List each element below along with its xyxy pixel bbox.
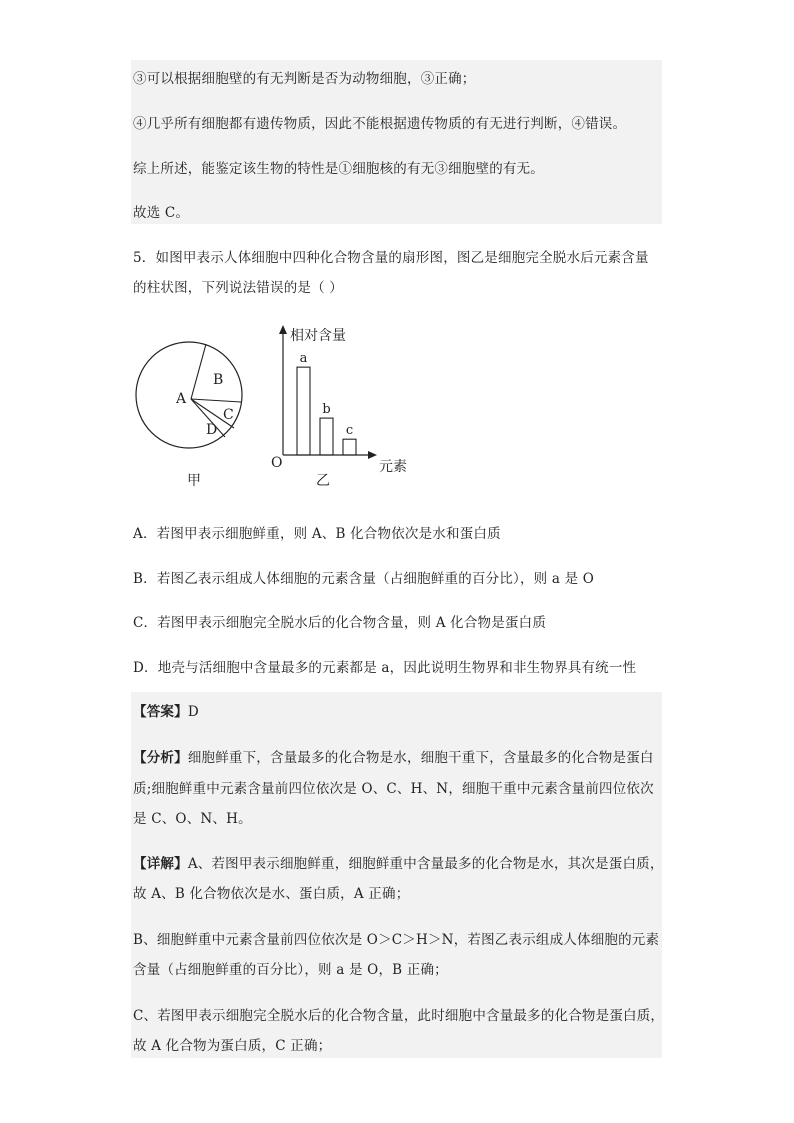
- pie-circle: [136, 342, 242, 448]
- analysis-line: 是 C、O、N、H。: [133, 811, 252, 827]
- bar-c: [343, 439, 356, 455]
- detail-line: [133, 852, 664, 872]
- detail-text: A、若图甲表示细胞鲜重，细胞鲜重中含量最多的化合物是水，其次是蛋白质，: [187, 856, 664, 872]
- bar-b: [320, 418, 333, 455]
- option-b: B．若图乙表示组成人体细胞的元素含量（占细胞鲜重的百分比），则 a 是 O: [133, 571, 595, 587]
- bar-chart: [271, 325, 407, 487]
- answer-line: [133, 700, 199, 720]
- solution-line: 综上所述，能鉴定该生物的特性是①细胞核的有无③细胞壁的有无。: [133, 161, 544, 177]
- answer-tag: 【答案】: [133, 704, 188, 720]
- x-axis-label: 元素: [379, 459, 407, 475]
- detail-tag: 【详解】: [133, 856, 188, 872]
- solution-line: 故选 C。: [133, 205, 190, 221]
- detail-line: 故 A 化合物为蛋白质，C 正确；: [133, 1038, 332, 1054]
- y-axis-arrow: [279, 325, 287, 334]
- analysis-line: [133, 746, 654, 766]
- analysis-line: 质;细胞鲜重中元素含量前四位依次是 O、C、H、N，细胞干重中元素含量前四位依次: [133, 781, 654, 797]
- option-c: C．若图甲表示细胞完全脱水后的化合物含量，则 A 化合物是蛋白质: [133, 615, 547, 631]
- x-axis-arrow: [368, 451, 377, 459]
- question-figure: [130, 322, 430, 487]
- pie-divider: [191, 399, 241, 402]
- detail-line: 含量（占细胞鲜重的百分比），则 a 是 O，B 正确；: [133, 962, 448, 978]
- question-stem: 5．如图甲表示人体细胞中四种化合物含量的扇形图，图乙是细胞完全脱水后元素含量: [133, 250, 649, 266]
- bar-chart-caption: 乙: [316, 473, 330, 487]
- pie-label-c: C: [223, 407, 234, 423]
- detail-line: 故 A、B 化合物依次是水、蛋白质，A 正确；: [133, 886, 410, 902]
- option-d: D．地壳与活细胞中含量最多的元素都是 a，因此说明生物界和非生物界具有统一性: [133, 660, 637, 676]
- bar-label-b: b: [322, 402, 331, 418]
- pie-label-d: D: [206, 422, 218, 438]
- answer-value: D: [187, 704, 199, 720]
- option-a: A．若图甲表示细胞鲜重，则 A、B 化合物依次是水和蛋白质: [133, 526, 501, 542]
- y-axis-label: 相对含量: [290, 328, 346, 344]
- bar-label-c: c: [345, 423, 354, 439]
- solution-line: ④几乎所有细胞都有遗传物质，因此不能根据遗传物质的有无进行判断，④错误。: [133, 116, 627, 132]
- pie-label-b: B: [213, 372, 224, 388]
- analysis-text: 细胞鲜重下，含量最多的化合物是水，细胞干重下，含量最多的化合物是蛋白: [187, 750, 654, 766]
- pie-caption: 甲: [187, 473, 201, 487]
- bar-a: [297, 367, 310, 455]
- analysis-tag: 【分析】: [133, 750, 188, 766]
- bar-label-a: a: [299, 351, 308, 367]
- pie-label-a: A: [176, 391, 187, 407]
- detail-line: B、细胞鲜重中元素含量前四位依次是 O＞C＞H＞N，若图乙表示组成人体细胞的元素: [133, 932, 660, 948]
- question-stem: 的柱状图，下列说法错误的是（ ）: [133, 280, 343, 296]
- solution-line: ③可以根据细胞壁的有无判断是否为动物细胞，③正确；: [133, 71, 476, 87]
- pie-divider: [191, 344, 206, 399]
- detail-line: C、若图甲表示细胞完全脱水后的化合物含量，此时细胞中含量最多的化合物是蛋白质，: [133, 1008, 665, 1024]
- origin-label: O: [271, 455, 283, 471]
